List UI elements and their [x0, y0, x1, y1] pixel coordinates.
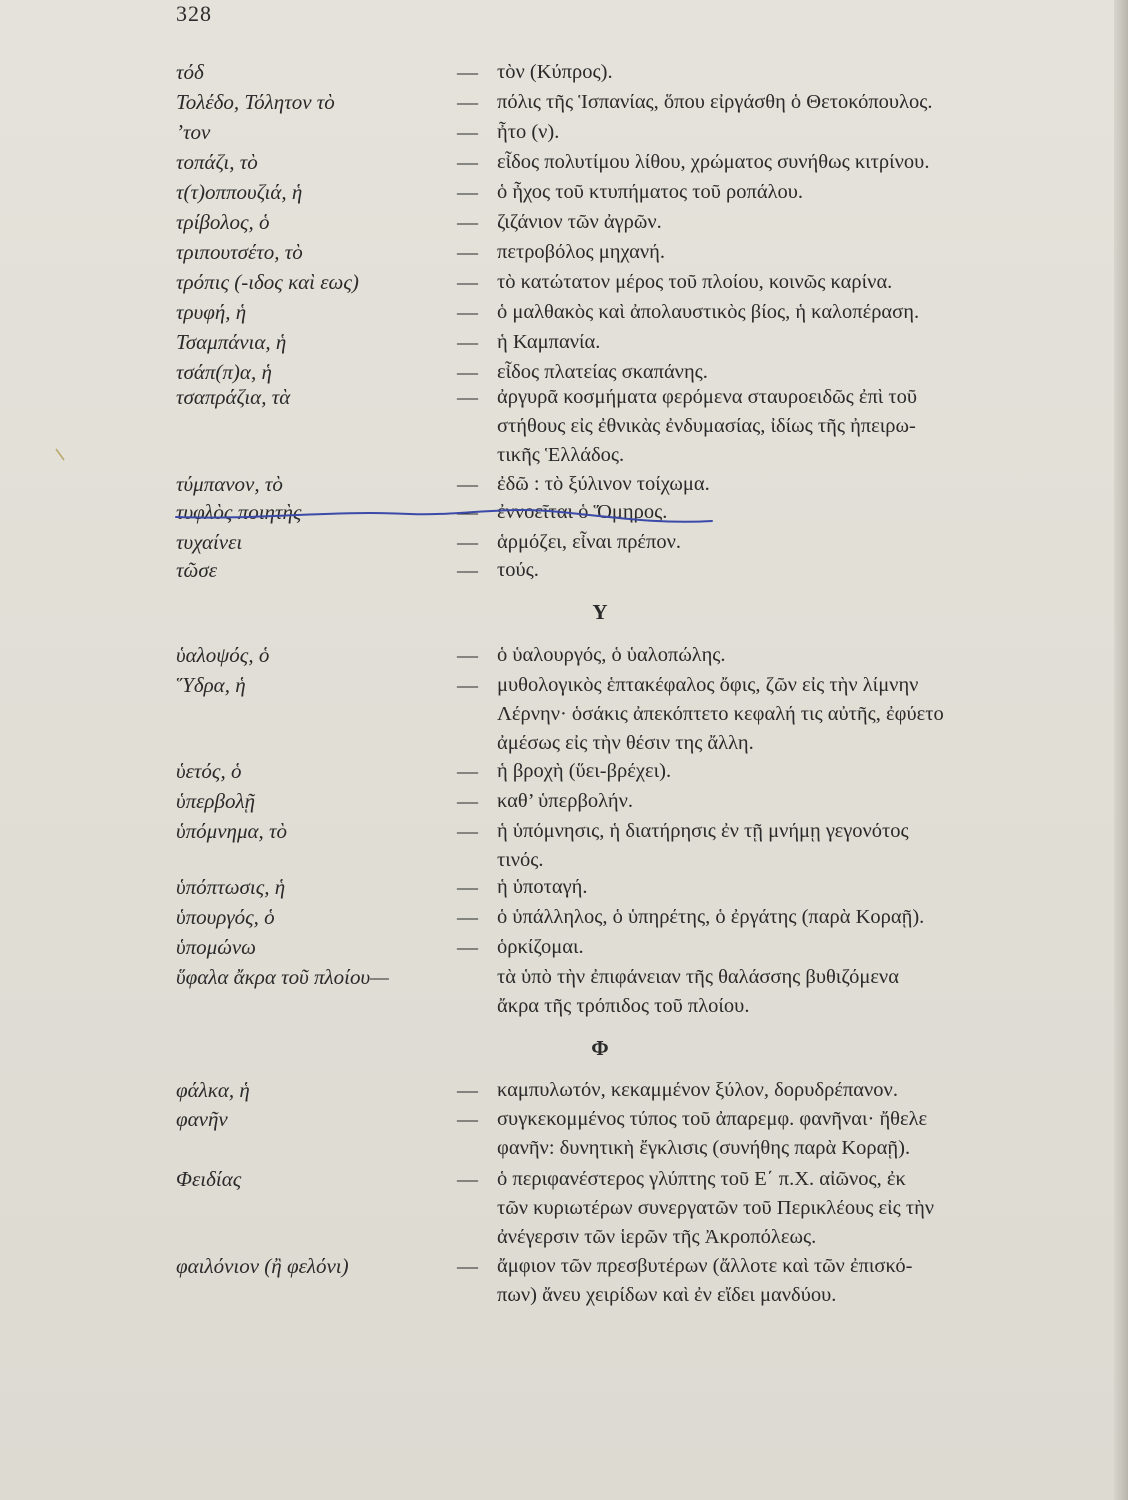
entry-dash: — [457, 643, 478, 667]
definition-line: εἶδος πλατείας σκαπάνης. [497, 361, 708, 383]
entry-term: φάλκα, ἡ [176, 1078, 250, 1102]
definition-line: ὁρκίζομαι. [497, 936, 584, 958]
definition-line: ζιζάνιον τῶν ἀγρῶν. [497, 211, 662, 233]
entry-term: τῶσε [176, 558, 217, 582]
entry-term: ὑπόμνημα, τὸ [176, 819, 288, 843]
entry-dash: — [457, 1167, 478, 1191]
entry-dash: — [457, 875, 478, 899]
entry-dash: — [457, 150, 478, 174]
entry-term: Ὕδρα, ἡ [176, 673, 246, 697]
definition-line: ἡ ὑποταγή. [497, 876, 588, 898]
entry-dash: — [457, 120, 478, 144]
ink-underline-stroke [176, 510, 712, 522]
entry-term: τ(τ)οππουζιά, ἡ [176, 180, 303, 204]
entry-term: ὕφαλα ἄκρα τοῦ πλοίου— [176, 965, 389, 989]
definition-line: εἶδος πολυτίμου λίθου, χρώματος συνήθως κιτρίνου. [497, 151, 930, 173]
definition-line: τὸν (Κύπρος). [497, 61, 613, 83]
entry-term: Τσαμπάνια, ἡ [176, 330, 287, 354]
entry-dash: — [457, 210, 478, 234]
entry-dash: — [457, 673, 478, 697]
definition-line: τούς. [497, 559, 539, 581]
entry-term: ὑπερβολῇ [176, 789, 255, 813]
entry-term: τσάπ(π)α, ἡ [176, 360, 272, 384]
definition-line: ὁ περιφανέστερος γλύπτης τοῦ Ε΄ π.Χ. αἰῶνος, ἐκ [497, 1168, 906, 1190]
entry-term: ’τον [176, 120, 211, 144]
entry-dash: — [457, 472, 478, 496]
definition-line: πετροβόλος μηχανή. [497, 241, 666, 263]
entry-dash: — [457, 1254, 478, 1278]
entry-term: ὑαλοψός, ὁ [176, 643, 270, 667]
entry-dash: — [457, 330, 478, 354]
definition-line: μυθολογικὸς ἑπτακέφαλος ὄφις, ζῶν εἰς τὴν λίμνην [497, 674, 919, 696]
definition-line: ἐδῶ : τὸ ξύλινον τοίχωμα. [497, 473, 710, 495]
definition-line: φανῆν: δυνητικὴ ἔγκλισις (συνήθης παρὰ Κοραῇ). [497, 1137, 911, 1159]
definition-line: ὁ ὑπάλληλος, ὁ ὑπηρέτης, ὁ ἐργάτης (παρὰ Κοραῇ). [497, 906, 925, 928]
entry-dash: — [457, 1107, 478, 1131]
entry-term: τυχαίνει [176, 530, 243, 554]
definition-line: ἄκρα τῆς τρόπιδος τοῦ πλοίου. [497, 995, 750, 1017]
definition-line: ὁ μαλθακὸς καὶ ἀπολαυστικὸς βίος, ἡ καλοπέραση. [497, 301, 920, 323]
definition-line: ἀνέγερσιν τῶν ἱερῶν τῆς Ἀκροπόλεως. [497, 1226, 817, 1248]
definition-line: τῶν κυριωτέρων συνεργατῶν τοῦ Περικλέους εἰς τὴν [497, 1197, 935, 1219]
entry-term: τρυφή, ἡ [176, 300, 247, 324]
entry-term: ὑπομώνω [176, 935, 257, 959]
entry-term: τόδ [176, 60, 204, 84]
entry-term: φανῆν [176, 1107, 228, 1131]
entry-term: τοπάζι, τὸ [176, 150, 258, 174]
definition-line: ἦτο (ν). [497, 121, 560, 143]
entry-term: ὑπουργός, ὁ [176, 905, 275, 929]
entry-dash: — [457, 385, 478, 409]
entry-dash: — [457, 500, 478, 524]
definition-line: καμπυλωτόν, κεκαμμένον ξύλον, δορυδρέπανον. [497, 1079, 898, 1101]
entry-term: ὑπόπτωσις, ἡ [176, 875, 286, 899]
entry-dash: — [457, 789, 478, 813]
entry-dash: — [457, 270, 478, 294]
entry-dash: — [457, 530, 478, 554]
entry-term: Φειδίας [176, 1167, 242, 1191]
entry-term: τριπουτσέτο, τὸ [176, 240, 303, 264]
section-letter-phi: Φ [591, 1036, 609, 1060]
definition-line: ἄμφιον τῶν πρεσβυτέρων (ἄλλοτε καὶ τῶν ἐπισκό- [497, 1255, 913, 1277]
definition-line: στήθους εἰς ἐθνικὰς ἐνδυμασίας, ἰδίως τῆς ἠπειρω- [497, 415, 916, 437]
definition-line: Λέρνην· ὁσάκις ἀπεκόπτετο κεφαλή τις αὐτῆς, ἐφύετο [497, 703, 944, 725]
definition-line: συγκεκομμένος τύπος τοῦ ἀπαρεμφ. φανῆναι· ἤθελε [497, 1108, 928, 1130]
definition-line: τικῆς Ἑλλάδος. [497, 444, 625, 466]
entry-term: τύμπανον, τὸ [176, 472, 283, 496]
definition-line: ἡ Καμπανία. [497, 331, 601, 353]
entry-term: τσαπράζια, τὰ [176, 385, 291, 409]
definition-line: ἡ ὑπόμνησις, ἡ διατήρησις ἐν τῇ μνήμῃ γεγονότος [497, 820, 909, 842]
entry-dash: — [457, 300, 478, 324]
entry-dash: — [457, 905, 478, 929]
entry-dash: — [457, 180, 478, 204]
entry-term: τρόπις (-ιδος καὶ εως) [176, 270, 359, 294]
entry-term: ὑετός, ὁ [176, 759, 242, 783]
entry-dash: — [457, 935, 478, 959]
entry-dash: — [457, 90, 478, 114]
definition-line: τὰ ὑπὸ τὴν ἐπιφάνειαν τῆς θαλάσσης βυθιζόμενα [497, 966, 899, 988]
entry-dash: — [457, 759, 478, 783]
entry-term: τυφλὸς ποιητὴς [176, 500, 302, 524]
definition-line: ἀμέσως εἰς τὴν θέσιν της ἄλλη. [497, 732, 754, 754]
definition-line: τὸ κατώτατον μέρος τοῦ πλοίου, κοινῶς καρίνα. [497, 271, 893, 293]
definition-line: ὁ ὑαλουργός, ὁ ὑαλοπώλης. [497, 644, 726, 666]
definition-line: ἁρμόζει, εἶναι πρέπον. [497, 531, 682, 553]
entry-dash: — [457, 819, 478, 843]
definition-line: ὁ ἦχος τοῦ κτυπήματος τοῦ ροπάλου. [497, 181, 804, 203]
definition-line: τινός. [497, 849, 544, 871]
entry-term: τρίβολος, ὁ [176, 210, 270, 234]
section-letter-upsilon: Υ [592, 600, 608, 624]
entry-term: φαιλόνιον (ἢ φελόνι) [176, 1254, 349, 1278]
entry-term: Τολέδο, Τόλητον τὸ [176, 90, 335, 114]
margin-ink-mark [56, 449, 64, 460]
definition-line: ἀργυρᾶ κοσμήματα φερόμενα σταυροειδῶς ἐπὶ τοῦ [497, 386, 918, 408]
definition-line: πων) ἄνευ χειρίδων καὶ ἐν εἴδει μανδύου. [497, 1284, 837, 1306]
definition-line: καθ’ ὑπερβολήν. [497, 790, 634, 812]
definition-line: πόλις τῆς Ἱσπανίας, ὅπου εἰργάσθη ὁ Θετοκόπουλος. [497, 91, 933, 113]
definition-line: ἐννοεῖται ὁ Ὅμηρος. [497, 501, 668, 523]
entry-dash: — [457, 558, 478, 582]
page-number: 328 [176, 1, 212, 26]
entry-dash: — [457, 1078, 478, 1102]
definition-line: ἡ βροχὴ (ὕει-βρέχει). [497, 760, 672, 782]
entry-dash: — [457, 60, 478, 84]
entry-dash: — [457, 240, 478, 264]
entry-dash: — [457, 360, 478, 384]
